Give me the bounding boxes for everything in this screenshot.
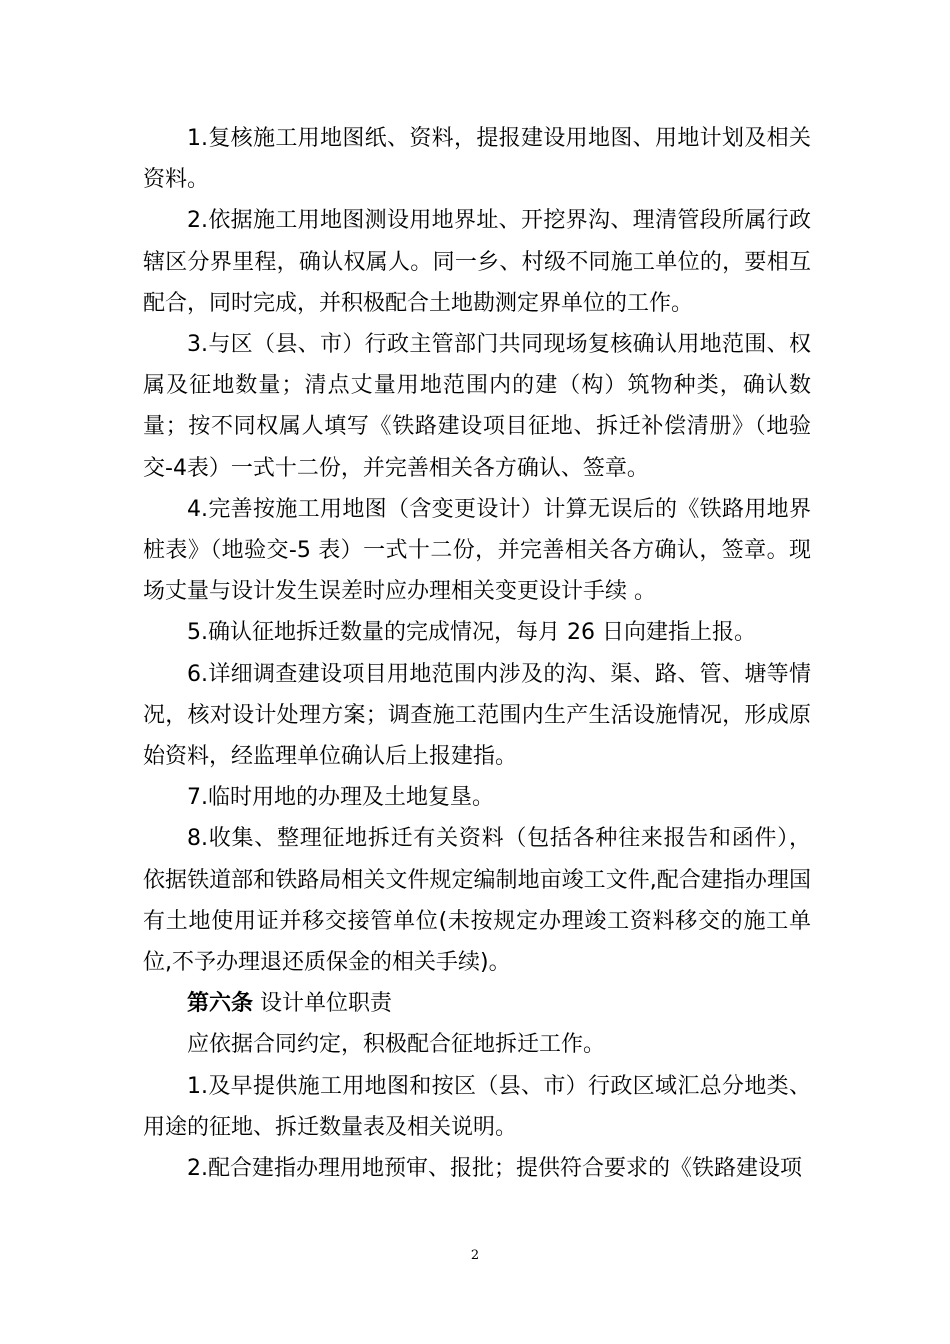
design-item-1: 1.及早提供施工用地图和按区（县、市）行政区域汇总分地类、用途的征地、拆迁数量表及相关说明。 [143,1073,811,1140]
paragraph-item-5: 5.确认征地拆迁数量的完成情况，每月 26 日向建指上报。 [187,620,756,646]
paragraph-item-4: 4.完善按施工用地图（含变更设计）计算无误后的《铁路用地界桩表》（地验交-5 表）一式十二份，并完善相关各方确认，签章。现场丈量与设计发生误差时应办理相关变更设计手续 。 [143,496,811,605]
page-number: 2 [470,1248,480,1263]
paragraph-item-6: 6.详细调查建设项目用地范围内涉及的沟、渠、路、管、塘等情况，核对设计处理方案；调查施工范围内生产生活设施情况，形成原始资料，经监理单位确认后上报建指。 [143,661,811,770]
paragraph-item-8: 8.收集、整理征地拆迁有关资料（包括各种往来报告和函件），依据铁道部和铁路局相关文件规定编制地亩竣工文件,配合建指办理国有土地使用证并移交接管单位(未按规定办理竣工资料移交的施工单位,不予办理退还质保金的相关手续)。 [143,826,811,976]
paragraph-item-3: 3.与区（县、市）行政主管部门共同现场复核确认用地范围、权属及征地数量；清点丈量用地范围内的建（构）筑物种类，确认数量；按不同权属人填写《铁路建设项目征地、拆迁补偿清册》（地验交-4表）一式十二份，并完善相关各方确认、签章。 [143,332,811,481]
article-heading [143,983,811,1024]
document-body [143,118,811,1189]
paragraph-item-7: 7.临时用地的办理及土地复垦。 [187,785,494,811]
paragraph-item-2: 2.依据施工用地图测设用地界址、开挖界沟、理清管段所属行政辖区分界里程，确认权属人。同一乡、村级不同施工单位的，要相互配合，同时完成，并积极配合土地勘测定界单位的工作。 [143,208,811,316]
article-intro: 应依据合同约定，积极配合征地拆迁工作。 [187,1032,606,1058]
article-title: 设计单位职责 [260,991,393,1017]
article-label: 第六条 [187,991,254,1017]
design-item-2: 2.配合建指办理用地预审、报批；提供符合要求的《铁路建设项 [187,1156,802,1182]
paragraph-item-1: 1.复核施工用地图纸、资料，提报建设用地图、用地计划及相关资料。 [143,126,811,193]
